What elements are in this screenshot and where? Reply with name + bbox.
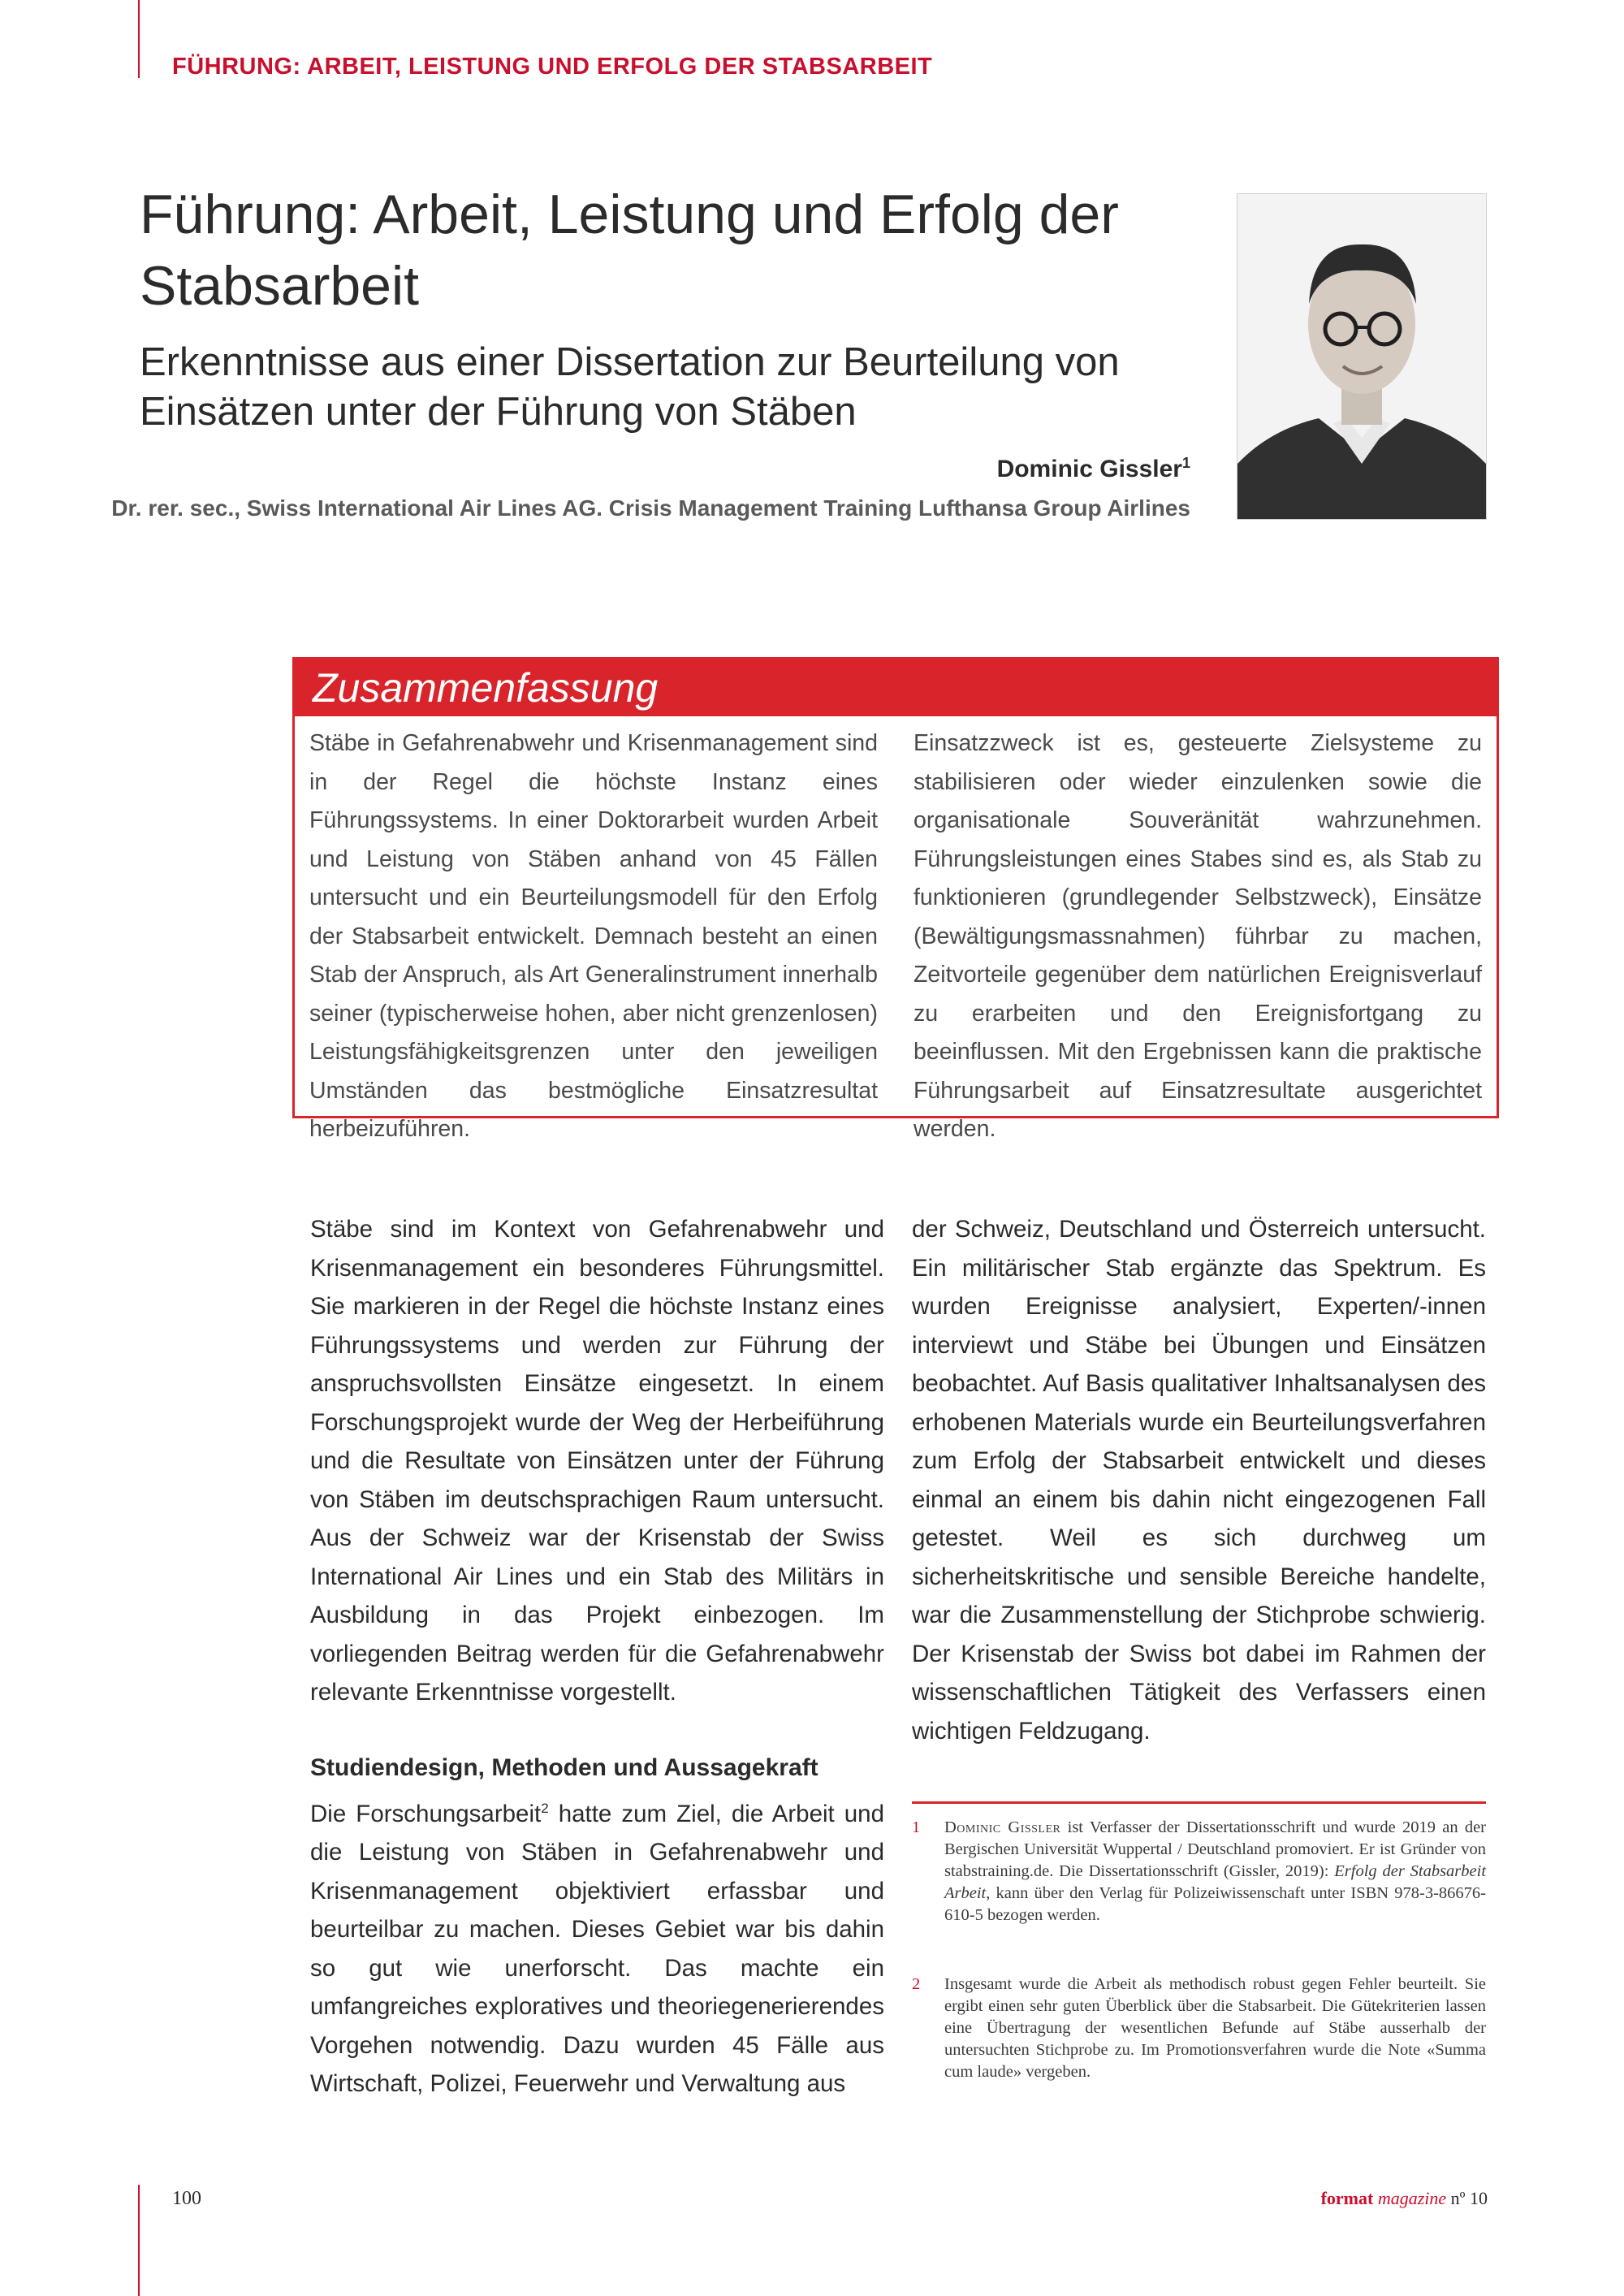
- footnote-text: Insgesamt wurde die Arbeit als methodisch robust gegen Fehler beurteilt. Sie ergibt einen sehr guten Überblick über die Stabsarbeit. Die Gütekriterien lassen eine Übertragung der wesentlichen Befunde auf Stäbe ausserhalb der untersuchten Stichprobe zu. Im Promotionsverfahren wurde die Note «Summa cum laude» vergeben.: [944, 1975, 1486, 2081]
- author-name: Dominic Gissler: [996, 456, 1182, 482]
- footnote-book-title: Erfolg der Stabsarbeit Arbeit: [944, 1862, 1487, 1902]
- footnote-2: [912, 1974, 1486, 2083]
- footnote-text: [944, 1817, 1486, 1926]
- body-paragraph-method: [310, 1789, 884, 2104]
- summary-box: [292, 657, 1499, 1142]
- top-margin-rule: [138, 0, 140, 78]
- footnote-author-name: Dominic Gissler: [944, 1818, 1061, 1836]
- brand-name: format: [1320, 2188, 1374, 2208]
- summary-column-2: Einsatzzweck ist es, gesteuerte Zielsysteme zu stabilisieren oder wieder einzulenken sowie die organisationale Souveränität wahrzunehmen. Führungsleistungen eines Stabes sind es, als Stab zu funktionieren (grundlegender Selbstzweck), Einsätze (Bewältigungsmassnahmen) führbar zu machen, Zeitvorteile gegenüber dem natürlichen Ereignisverlauf zu erarbeiten und den Ereignisfortgang zu beeinflussen. Mit den Ergebnissen kann die praktische Führungsarbeit auf Einsatzresultate ausgerichtet werden.: [914, 730, 1482, 1142]
- section-heading: Studiendesign, Methoden und Aussagekraft: [310, 1754, 818, 1781]
- summary-columns: [295, 716, 1497, 1149]
- portrait-image: [1237, 194, 1486, 519]
- footnote-1: [912, 1817, 1486, 1926]
- article-title: Führung: Arbeit, Leistung und Erfolg der Stabsarbeit: [140, 184, 1119, 317]
- author-footnote-ref: 1: [1181, 455, 1190, 471]
- author-photo: [1237, 193, 1487, 520]
- author-affiliation: Dr. rer. sec., Swiss International Air Lines AG. Crisis Management Training Lufthansa Group Airlines: [111, 495, 1190, 521]
- method-text-rest: hatte zum Ziel, die Arbeit und die Leistung von Stäben in Gefahrenabwehr und Krisenmanagement objektiviert erfassbar und beurteilbar zu machen. Dieses Gebiet war bis dahin so gut wie unerforscht. Das machte ein umfangreiches exploratives und theoriegenerierendes Vorgehen notwendig. Dazu wurden 45 Fälle aus Wirtschaft, Polizei, Feuerwehr und Verwaltung aus: [310, 1800, 884, 2098]
- brand-magazine: magazine: [1377, 2188, 1447, 2208]
- footer-brand: [1321, 2188, 1488, 2209]
- footnote-ref-2: 2: [541, 1801, 549, 1816]
- running-head: FÜHRUNG: ARBEIT, LEISTUNG UND ERFOLG DER STABSARBEIT: [172, 54, 933, 80]
- footnote-number: 1: [912, 1818, 921, 1836]
- summary-heading: Zusammenfassung: [295, 659, 1497, 716]
- body-paragraph-right: der Schweiz, Deutschland und Österreich untersucht. Ein militärischer Stab ergänzte das Spektrum. Es wurden Ereignisse analysiert, Experten/-innen interviewt und Stäbe bei Übungen und Einsätzen beobachtet. Auf Basis qualitativer Inhaltsanalysen des erhobenen Materials wurde ein Beurteilungsverfahren zum Erfolg der Stabsarbeit entwickelt und dieses einmal an einem bis dahin nicht eingezogenen Fall getestet. Weil es sich durchweg um sicherheitskritische und sensible Bereiche handelte, war die Zusammenstellung der Stichprobe schwierig. Der Krisenstab der Swiss bot dabei im Rahmen der wissenschaftlichen Tätigkeit des Verfassers einen wichtigen Feldzugang.: [912, 1216, 1486, 1745]
- footnote-text-a: ist Verfasser der Dissertationsschrift und wurde 2019 an der Bergischen Universität Wuppertal / Deutschland promoviert. Er ist Gründer von stabstraining.de. Die Dissertationsschrift (Gissler, 2019):: [944, 1818, 1486, 1880]
- page-number: 100: [172, 2188, 201, 2209]
- author-line: [997, 455, 1190, 483]
- footnote-rule: [912, 1801, 1486, 1804]
- summary-column-1: Stäbe in Gefahrenabwehr und Krisenmanagement sind in der Regel die höchste Instanz eines Führungssystems. In einer Doktorarbeit wurden Arbeit und Leistung von Stäben anhand von 45 Fällen untersucht und ein Beurteilungsmodell für den Erfolg der Stabsarbeit entwickelt. Demnach besteht an einen Stab der Anspruch, als Art Generalinstrument innerhalb seiner (typischerweise hohen, aber nicht grenzenlosen) Leistungsfähigkeitsgrenzen unter den jeweiligen Umständen das bestmögliche Einsatzresultat herbeizuführen.: [309, 730, 878, 1142]
- method-text-start: Die Forschungsarbeit: [310, 1800, 542, 1827]
- body-paragraph-intro: Stäbe sind im Kontext von Gefahrenabwehr und Krisenmanagement ein besonderes Führungsmittel. Sie markieren in der Regel die höchste Instanz eines Führungssystems und werden zur Führung der anspruchsvollsten Einsätze eingesetzt. In einem Forschungsprojekt wurde der Weg der Herbeiführung und die Resultate von Einsätzen unter der Führung von Stäben im deutschsprachigen Raum untersucht. Aus der Schweiz war der Krisenstab der Swiss International Air Lines und ein Stab des Militärs in Ausbildung in das Projekt einbezogen. Im vorliegenden Beitrag werden für die Gefahrenabwehr relevante Erkenntnisse vorgestellt.: [310, 1216, 884, 1706]
- footnote-text-b: , kann über den Verlag für Polizeiwissenschaft unter ISBN 978-3-86676-610-5 bezogen werden.: [944, 1884, 1486, 1924]
- article-subtitle: Erkenntnisse aus einer Dissertation zur Beurteilung von Einsätzen unter der Führung von Stäben: [140, 340, 1120, 434]
- footnote-number: 2: [912, 1975, 921, 1993]
- bottom-margin-rule: [138, 2185, 140, 2296]
- issue-number: nº 10: [1450, 2188, 1488, 2208]
